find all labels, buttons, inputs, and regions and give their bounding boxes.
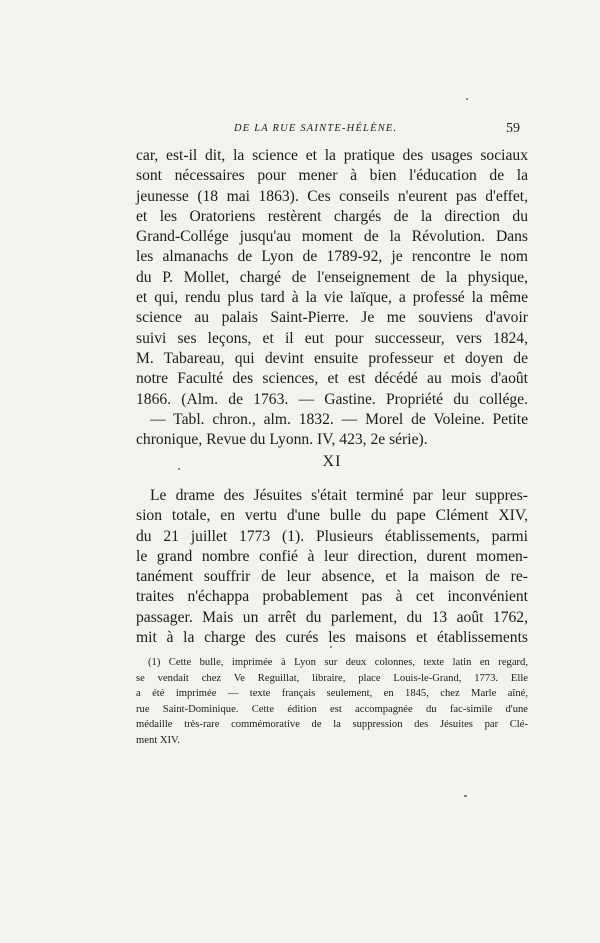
text-line: mit à la charge des curés les maisons et établissements (136, 629, 528, 647)
print-speck (330, 646, 332, 648)
text-line: le grand nombre confié à leur direction, durent momen- (136, 547, 528, 565)
print-speck (464, 795, 467, 797)
paragraph-1 (136, 146, 528, 450)
text-line: M. Tabareau, qui devint ensuite professeur et doyen de (136, 349, 528, 367)
text-line: notre Faculté des sciences, et est décédé au mois d'août (136, 370, 528, 388)
text-line: tanément souffrir de leur absence, et la maison de re- (136, 568, 528, 586)
footnote-line: se vendait chez Ve Reguillat, libraire, place Louis-le-Grand, 1773. Elle (136, 672, 528, 684)
text-line: du P. Mollet, chargé de l'enseignement de la physique, (136, 268, 528, 286)
text-line: les almanachs de Lyon de 1789-92, je rencontre le nom (136, 248, 528, 266)
footnote-line: rue Saint-Dominique. Cette édition est accompagnée du fac-simile d'une (136, 703, 528, 715)
text-line: chronique, Revue du Lyonn. IV, 423, 2e série). (136, 431, 428, 449)
running-head (138, 121, 526, 139)
text-line: car, est-il dit, la science et la pratique des usages sociaux (136, 147, 528, 164)
page-number: 59 (506, 121, 520, 136)
text-line: et les Oratoriens restèrent chargés de la direction du (136, 207, 528, 225)
footnote-line: ment XIV. (136, 734, 180, 746)
footnote-line: a été imprimée — texte français seulement, en 1845, chez Marle aîné, (136, 688, 528, 700)
text-line: Le drame des Jésuites s'était terminé par leur suppres- (150, 487, 528, 504)
text-line: jeunesse (18 mai 1863). Ces conseils n'eurent pas d'effet, (136, 187, 528, 205)
text-line: science au palais Saint-Pierre. Je me souviens d'avoir (136, 309, 528, 327)
text-line: sion totale, en vertu d'une bulle du pape Clément XIV, (136, 507, 528, 525)
paragraph-2 (136, 486, 528, 648)
footnote (136, 655, 528, 749)
text-line: du 21 juillet 1773 (1). Plusieurs établissements, parmi (136, 527, 528, 545)
text-line: passager. Mais un arrêt du parlement, du 13 août 1762, (136, 608, 528, 626)
section-heading: XI (322, 453, 342, 470)
text-line: 1866. (Alm. de 1763. — Gastine. Propriété du collége. (136, 390, 528, 408)
text-line: traites n'échappa probablement pas à cet inconvénient (136, 588, 528, 606)
text-line: suivi ses leçons, et il eut pour successeur, vers 1824, (136, 329, 528, 347)
text-line: Grand-Collége jusqu'au moment de la Révolution. Dans (136, 228, 528, 246)
running-title: DE LA RUE SAINTE-HÉLÈNE. (234, 123, 398, 134)
text-line: et qui, rendu plus tard à la vie laïque, a professé la même (136, 289, 528, 307)
print-speck (466, 98, 468, 100)
text-line: — Tabl. chron., alm. 1832. — Morel de Voleine. Petite (150, 410, 528, 428)
print-speck (178, 468, 180, 470)
text-line: sont nécessaires pour mener à bien l'éducation de la (136, 167, 528, 185)
footnote-line: (1) Cette bulle, imprimée à Lyon sur deux colonnes, texte latin en regard, (148, 657, 528, 668)
footnote-line: médaille très-rare commémorative de la suppression des Jésuites par Clé- (136, 719, 528, 731)
